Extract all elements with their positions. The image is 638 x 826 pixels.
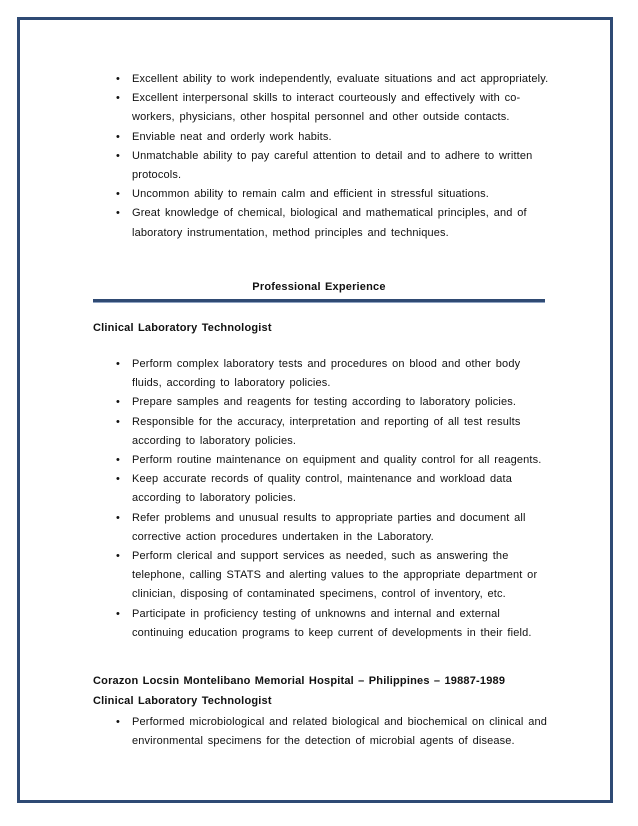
bullet-icon: •: [116, 358, 121, 370]
list-item: • Prepare samples and reagents for testing according to laboratory policies.: [0, 393, 638, 412]
list-item: • Perform routine maintenance on equipment and quality control for all reagents.: [0, 451, 638, 470]
duties-list: [0, 713, 638, 751]
bullet-icon: •: [116, 454, 121, 467]
list-item: • Refer problems and unusual results to appropriate parties and document all corrective action procedures undertaken in the Laboratory.: [0, 509, 638, 547]
list-item: • Excellent ability to work independently, evaluate situations and act appropriately.: [0, 70, 638, 89]
list-item: • Unmatchable ability to pay careful attention to detail and to adhere to written protocols.: [0, 147, 638, 185]
list-item: • Keep accurate records of quality control, maintenance and workload data according to laboratory policies.: [0, 470, 638, 508]
section-divider: [93, 299, 545, 303]
duties-list: [0, 355, 638, 643]
bullet-icon: •: [116, 188, 121, 201]
list-item: • Participate in proficiency testing of unknowns and internal and external continuing education programs to keep current of developments in their field.: [0, 605, 638, 643]
employer-heading: Corazon Locsin Montelibano Memorial Hospital – Philippines – 19887-1989: [93, 675, 506, 687]
bullet-icon: •: [116, 550, 121, 563]
bullet-icon: •: [116, 207, 121, 220]
bullet-icon: •: [116, 92, 121, 105]
bullet-icon: •: [116, 473, 121, 486]
list-item: • Perform clerical and support services as needed, such as answering the telephone, calling STATS and alerting values to the appropriate department or clinician, disposing of contaminated specimens, control of inventory, etc.: [0, 547, 638, 605]
list-item: • Great knowledge of chemical, biological and mathematical principles, and of laboratory instrumentation, method principles and techniques.: [0, 204, 638, 242]
bullet-icon: •: [116, 130, 121, 143]
list-item: • Excellent interpersonal skills to interact courteously and effectively with co-workers, physicians, other hospital personnel and other outside contacts.: [0, 89, 638, 127]
bullet-icon: •: [116, 511, 121, 524]
skills-list: [0, 70, 638, 243]
list-item: • Responsible for the accuracy, interpretation and reporting of all test results according to laboratory policies.: [0, 413, 638, 451]
job-title: Clinical Laboratory Technologist: [93, 322, 272, 334]
bullet-icon: •: [116, 415, 121, 428]
list-item: • Perform complex laboratory tests and procedures on blood and other body fluids, according to laboratory policies.: [0, 355, 638, 393]
list-item: • Performed microbiological and related biological and biochemical on clinical and environmental specimens for the detection of microbial agents of disease.: [0, 713, 638, 751]
section-heading: Professional Experience: [252, 281, 386, 293]
job-title: Clinical Laboratory Technologist: [93, 695, 272, 707]
bullet-icon: •: [116, 396, 121, 409]
list-item: • Enviable neat and orderly work habits.: [0, 128, 638, 147]
bullet-icon: •: [116, 73, 121, 85]
bullet-icon: •: [116, 607, 121, 620]
bullet-icon: •: [116, 149, 121, 162]
list-item: • Uncommon ability to remain calm and efficient in stressful situations.: [0, 185, 638, 204]
bullet-icon: •: [116, 716, 121, 728]
